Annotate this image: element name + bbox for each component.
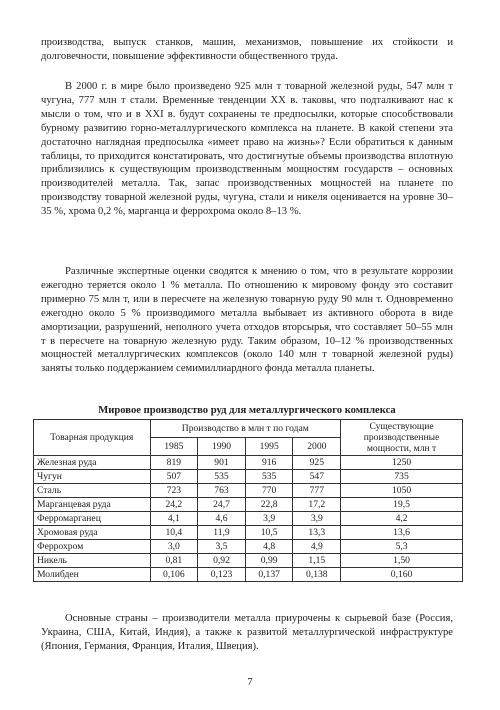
row-value: 24,7 (198, 498, 246, 512)
row-capacity: 19,5 (341, 498, 463, 512)
header-year: 2000 (293, 438, 341, 456)
table-title: Мировое производство руд для металлургического комплекса (98, 405, 396, 416)
row-capacity: 13,6 (341, 526, 463, 540)
row-capacity: 1,50 (341, 554, 463, 568)
header-year: 1990 (198, 438, 246, 456)
row-value: 4,8 (245, 540, 293, 554)
row-value: 770 (245, 484, 293, 498)
paragraph-1: производства, выпуск станков, машин, механизмов, повышение их стойкости и долговечности, повышение эффективности общественного труда. (41, 37, 453, 62)
row-value: 3,5 (198, 540, 246, 554)
row-value: 535 (198, 470, 246, 484)
row-value: 10,5 (245, 526, 293, 540)
row-value: 1,15 (293, 554, 341, 568)
paragraph-2: В 2000 г. в мире было произведено 925 млн т товарной железной руды, 547 млн т чугуна, 777 млн т стали. Временные тенденции XX в. таковы, что подталкивают нас к мысли о том, что и в XXI в. будут сохранены те предпосылки, которые способствовали бурному развитию горно-металлургического комплекса на планете. В какой степени эта достаточно наглядная предпосылка «имеет право на жизнь»? Если обратиться к данным таблицы, то приходится констатировать, что достигнутые объемы производства вплотную приблизились к существующим производственным мощностям государств – основных производителей металла. Так, запас производственных мощностей на планете по производству товарной железной руды, чугуна, стали и никеля оценивается на уровне 30–35 %, хрома 0,2 %, марганца и феррохрома около 8–13 %. (41, 81, 453, 218)
row-value: 0,138 (293, 568, 341, 582)
row-value: 547 (293, 470, 341, 484)
table-row (34, 456, 463, 470)
paragraph-3: Различные экспертные оценки сводятся к мнению о том, что в результате коррозии ежегодно теряется около 1 % металла. По отношению к мировому фонду это составит примерно 75 млн т, или в пересчете на железную товарную руду 90 млн т. Одновременно ежегодно около 5 % производимого металла выбывает из активного оборота в виде амортизации, разрушений, неполного учета отходов вторсырья, что составляет 50–55 млн т в пересчете на товарную железную руду. Таким образом, 10–12 % производственных мощностей металлургических комплексов (около 140 млн т товарной железной руды) заняты только поддержанием семимиллиардного фонда металла планеты. (41, 266, 453, 375)
table-row (34, 540, 463, 554)
row-product-name: Никель (34, 554, 151, 568)
row-value: 3,9 (293, 512, 341, 526)
production-table (33, 419, 463, 582)
row-product-name: Железная руда (34, 456, 151, 470)
row-value: 3,0 (150, 540, 198, 554)
row-value: 24,2 (150, 498, 198, 512)
paragraph-4: Основные страны – производители металла приурочены к сырьевой базе (Россия, Украина, США, Китай, Индия), а также к развитой металлургической инфраструктуре (Япония, Германия, Франция, Италия, Швеция). (41, 613, 453, 652)
row-capacity: 735 (341, 470, 463, 484)
row-value: 10,4 (150, 526, 198, 540)
row-value: 4,9 (293, 540, 341, 554)
header-product: Товарная продукция (34, 420, 151, 456)
header-year: 1995 (245, 438, 293, 456)
row-value: 17,2 (293, 498, 341, 512)
row-capacity: 1050 (341, 484, 463, 498)
row-value: 901 (198, 456, 246, 470)
row-value: 763 (198, 484, 246, 498)
row-value: 925 (293, 456, 341, 470)
row-value: 0,92 (198, 554, 246, 568)
row-capacity: 5,3 (341, 540, 463, 554)
row-product-name: Марганцевая руда (34, 498, 151, 512)
page-number: 7 (247, 677, 253, 688)
row-value: 22,8 (245, 498, 293, 512)
header-year: 1985 (150, 438, 198, 456)
row-product-name: Феррохром (34, 540, 151, 554)
table-row (34, 512, 463, 526)
row-value: 4,6 (198, 512, 246, 526)
row-value: 0,106 (150, 568, 198, 582)
row-product-name: Чугун (34, 470, 151, 484)
row-capacity: 4,2 (341, 512, 463, 526)
row-value: 13,3 (293, 526, 341, 540)
table-row (34, 554, 463, 568)
row-value: 777 (293, 484, 341, 498)
row-value: 0,123 (198, 568, 246, 582)
row-capacity: 1250 (341, 456, 463, 470)
header-capacity: Существующие производственные мощности, млн т (341, 420, 463, 456)
row-value: 819 (150, 456, 198, 470)
row-value: 0,99 (245, 554, 293, 568)
row-value: 723 (150, 484, 198, 498)
row-product-name: Сталь (34, 484, 151, 498)
row-value: 916 (245, 456, 293, 470)
table-row (34, 484, 463, 498)
row-value: 11,9 (198, 526, 246, 540)
header-years-group: Производство в млн т по годам (150, 420, 341, 438)
row-value: 507 (150, 470, 198, 484)
table-row (34, 498, 463, 512)
row-value: 0,81 (150, 554, 198, 568)
row-product-name: Ферромарганец (34, 512, 151, 526)
row-value: 4,1 (150, 512, 198, 526)
row-value: 0,137 (245, 568, 293, 582)
table-row (34, 568, 463, 582)
table-row (34, 526, 463, 540)
row-capacity: 0,160 (341, 568, 463, 582)
row-product-name: Хромовая руда (34, 526, 151, 540)
row-product-name: Молибден (34, 568, 151, 582)
row-value: 535 (245, 470, 293, 484)
row-value: 3,9 (245, 512, 293, 526)
table-row (34, 470, 463, 484)
